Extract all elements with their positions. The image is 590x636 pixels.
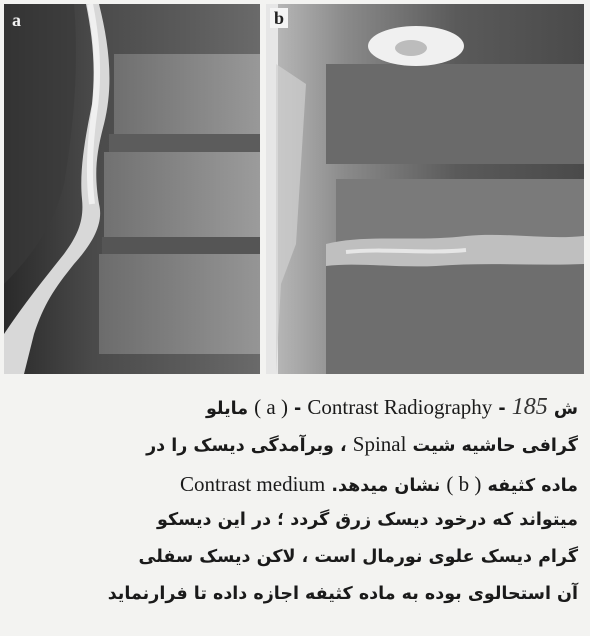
myelogram-image [4, 4, 260, 374]
radiograph-panel-a [4, 4, 260, 374]
panel-b-label: b [270, 8, 288, 28]
caption-ref-a: ( a ) [254, 395, 288, 419]
caption-line-4: میتواند که درخود دیسک زرق گردد ؛ در این دیسکو [157, 510, 578, 530]
radiograph-panel-b [266, 4, 584, 374]
caption-line-6: آن استحالوی بوده به ماده کثیفه اجازه داده تا فرارنماید [107, 584, 578, 604]
caption-text: ماده کثیفه [487, 476, 578, 496]
figure-number: 185 [511, 394, 548, 420]
caption-term-contrast-medium: Contrast medium [180, 472, 326, 496]
caption-text: گرافی حاشیه شیت [412, 436, 578, 456]
caption-text: ، وبرآمدگی دیسک را در [146, 436, 347, 456]
caption-line-5: گرام دیسک علوی نورمال است ، لاکن دیسک سفلی [138, 547, 578, 567]
caption-line-1 [8, 394, 578, 421]
caption-term-contrast-radiography: Contrast Radiography [307, 395, 493, 419]
figure-caption [0, 384, 590, 634]
caption-text: نشان میدهد. [331, 476, 441, 496]
caption-prefix: ش [553, 399, 578, 419]
discogram-image [266, 4, 584, 374]
caption-ref-b: ( b ) [446, 472, 482, 496]
caption-dash: - [498, 399, 506, 419]
caption-term-spinal: Spinal [352, 432, 407, 456]
caption-line-3 [8, 472, 578, 497]
caption-text: مایلو [205, 399, 249, 419]
caption-dash: - [294, 399, 302, 419]
panel-a-label: a [12, 10, 21, 30]
caption-line-2 [8, 432, 578, 457]
